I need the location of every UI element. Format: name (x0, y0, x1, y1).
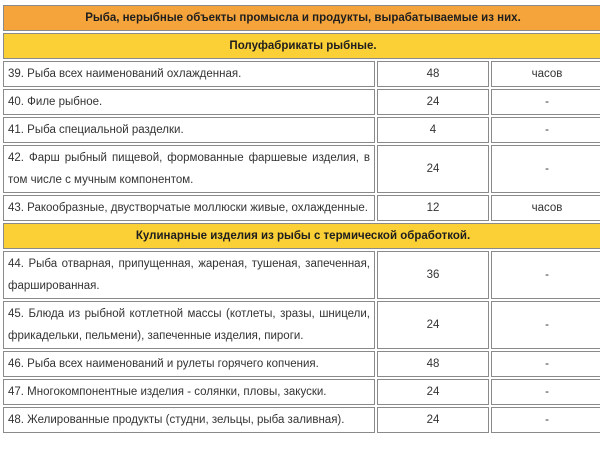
product-name: 43. Ракообразные, двустворчатые моллюски живые, охлажденные. (3, 195, 375, 221)
storage-unit: - (491, 117, 600, 143)
table-row (3, 195, 600, 221)
storage-value: 48 (377, 61, 489, 87)
subsection-title: Кулинарные изделия из рыбы с термической обработкой. (3, 223, 600, 249)
product-name: 44. Рыба отварная, припущенная, жареная, тушеная, запеченная, фаршированная. (3, 251, 375, 299)
storage-unit: - (491, 89, 600, 115)
table-row (3, 117, 600, 143)
storage-unit: - (491, 301, 600, 349)
storage-value: 24 (377, 407, 489, 433)
product-name: 47. Многокомпонентные изделия - солянки, пловы, закуски. (3, 379, 375, 405)
table-row (3, 301, 600, 349)
table-row (3, 145, 600, 193)
subsection-title: Полуфабрикаты рыбные. (3, 33, 600, 59)
storage-unit: - (491, 379, 600, 405)
product-name: 42. Фарш рыбный пищевой, формованные фаршевые изделия, в том числе с мучным компонентом. (3, 145, 375, 193)
storage-unit: - (491, 251, 600, 299)
storage-value: 4 (377, 117, 489, 143)
storage-value: 24 (377, 89, 489, 115)
shelf-life-table (1, 3, 600, 435)
product-name: 45. Блюда из рыбной котлетной массы (котлеты, зразы, шницели, фрикадельки, пельмени), запеченные изделия, пироги. (3, 301, 375, 349)
storage-unit: - (491, 145, 600, 193)
storage-unit: часов (491, 61, 600, 87)
storage-value: 24 (377, 145, 489, 193)
storage-value: 12 (377, 195, 489, 221)
product-name: 41. Рыба специальной разделки. (3, 117, 375, 143)
table-row (3, 407, 600, 433)
product-name: 40. Филе рыбное. (3, 89, 375, 115)
product-name: 39. Рыба всех наименований охлажденная. (3, 61, 375, 87)
table-row (3, 89, 600, 115)
storage-value: 48 (377, 351, 489, 377)
table-row (3, 251, 600, 299)
storage-value: 24 (377, 301, 489, 349)
storage-unit: - (491, 351, 600, 377)
storage-unit: - (491, 407, 600, 433)
product-name: 46. Рыба всех наименований и рулеты горячего копчения. (3, 351, 375, 377)
subsection-header-row (3, 223, 600, 249)
table-row (3, 351, 600, 377)
storage-value: 24 (377, 379, 489, 405)
section-header-row (3, 5, 600, 31)
storage-value: 36 (377, 251, 489, 299)
table-row (3, 379, 600, 405)
section-title: Рыба, нерыбные объекты промысла и продукты, вырабатываемые из них. (3, 5, 600, 31)
subsection-header-row (3, 33, 600, 59)
product-name: 48. Желированные продукты (студни, зельцы, рыба заливная). (3, 407, 375, 433)
storage-unit: часов (491, 195, 600, 221)
table-row (3, 61, 600, 87)
